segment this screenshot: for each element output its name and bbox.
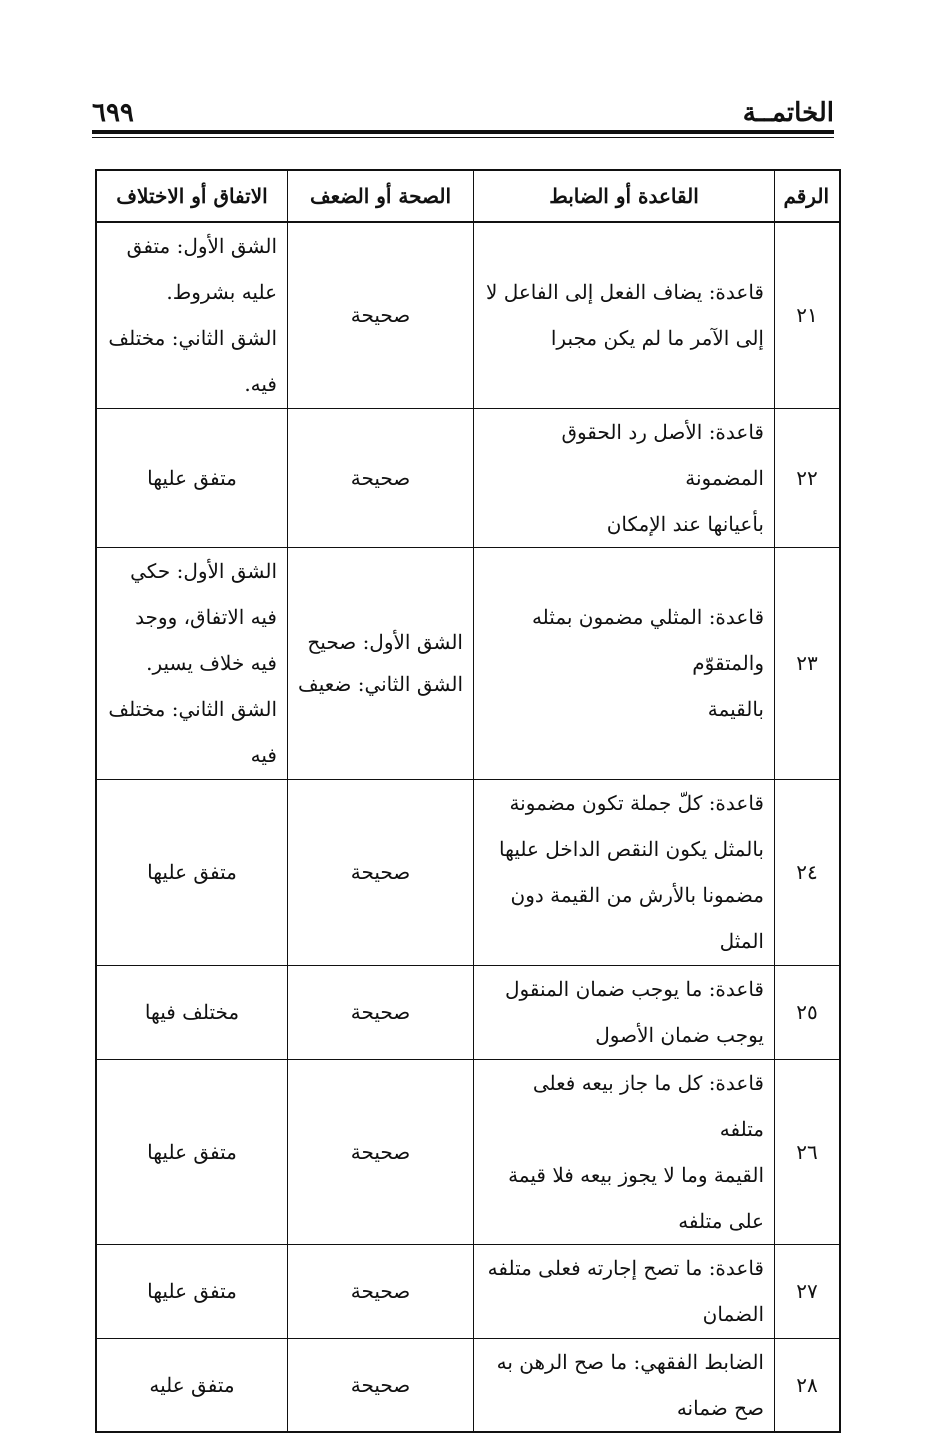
row-validity-line: الشق الأول: صحيح [307, 630, 463, 654]
row-rule-line: قاعدة: ما يوجب ضمان المنقول [505, 977, 764, 1001]
header-rule-thick [92, 130, 834, 134]
header-rule: القاعدة أو الضابط [474, 170, 775, 222]
row-number: ٢٧ [775, 1244, 841, 1338]
row-rule [474, 1059, 775, 1244]
row-agreement-line: متفق عليها [147, 465, 237, 490]
row-rule-line: قاعدة: كلّ جملة تكون مضمونة [509, 791, 764, 815]
row-rule-line: بأعيانها عند الإمكان [606, 511, 764, 536]
row-agreement [96, 222, 288, 408]
row-rule [474, 1244, 775, 1338]
row-agreement-line: فيه [250, 743, 277, 767]
row-rule [474, 779, 775, 965]
row-number: ٢١ [775, 222, 841, 408]
row-rule-line: قاعدة: ما تصح إجارته فعلى متلفه [487, 1256, 764, 1280]
header-validity: الصحة أو الضعف [288, 170, 474, 222]
row-agreement [96, 547, 288, 779]
row-validity [288, 965, 474, 1059]
row-agreement-line: عليه بشروط. [166, 280, 277, 305]
row-agreement-line: فيه خلاف يسير. [146, 651, 277, 675]
row-agreement [96, 408, 288, 547]
row-agreement-line: فيه. [244, 372, 277, 397]
row-agreement-line: فيه الاتفاق، ووجد [135, 605, 277, 629]
row-agreement-line: الشق الأول: حكي [130, 559, 277, 583]
row-agreement-line: متفق عليه [149, 1372, 235, 1397]
row-validity-line: صحيحة [350, 1000, 411, 1024]
row-rule [474, 408, 775, 547]
row-rule-line: قاعدة: كل ما جاز بيعه فعلى متلفه [532, 1070, 764, 1141]
table-body [96, 222, 840, 1432]
row-agreement-line: الشق الثاني: مختلف [108, 326, 277, 351]
row-rule-line: المثل [719, 929, 764, 953]
row-rule [474, 547, 775, 779]
row-rule-line: قاعدة: يضاف الفعل إلى الفاعل لا [485, 280, 764, 305]
row-number: ٢٢ [775, 408, 841, 547]
page-number: ٦٩٩ [92, 98, 134, 128]
table-row [96, 965, 840, 1059]
row-agreement-line: مختلف فيها [144, 1000, 240, 1024]
row-agreement [96, 1059, 288, 1244]
row-validity [288, 1244, 474, 1338]
row-agreement [96, 779, 288, 965]
row-validity [288, 1338, 474, 1432]
row-rule-line: بالمثل يكون النقص الداخل عليها [499, 837, 764, 861]
row-rule-line: صح ضمانه [676, 1395, 764, 1420]
page-title: الخاتمــة [742, 98, 834, 128]
row-rule [474, 965, 775, 1059]
row-validity-line: الشق الثاني: ضعيف [297, 672, 463, 696]
row-agreement-line: متفق عليها [147, 1279, 237, 1303]
row-rule-line: على متلفه [678, 1208, 764, 1233]
row-validity-line: صحيحة [350, 1139, 411, 1164]
page-header [92, 96, 834, 130]
header-agreement: الاتفاق أو الاختلاف [96, 170, 288, 222]
row-validity-line: صحيحة [350, 303, 411, 328]
row-rule-line: بالقيمة [707, 697, 764, 721]
row-agreement [96, 965, 288, 1059]
row-number: ٢٣ [775, 547, 841, 779]
table-row [96, 1244, 840, 1338]
table-row [96, 408, 840, 547]
header-rule-thin [92, 137, 834, 138]
table-row [96, 547, 840, 779]
row-agreement [96, 1244, 288, 1338]
row-rule [474, 222, 775, 408]
row-rule-line: القيمة وما لا يجوز بيعه فلا قيمة [508, 1162, 764, 1187]
row-validity-line: صحيحة [350, 1279, 411, 1303]
row-validity-line: صحيحة [350, 860, 411, 884]
row-agreement-line: الشق الثاني: مختلف [108, 697, 277, 721]
row-validity [288, 222, 474, 408]
row-number: ٢٦ [775, 1059, 841, 1244]
row-validity [288, 547, 474, 779]
row-number: ٢٥ [775, 965, 841, 1059]
table-row [96, 1338, 840, 1432]
table-row [96, 222, 840, 408]
row-rule-line: يوجب ضمان الأصول [595, 1023, 764, 1047]
row-agreement-line: متفق عليها [147, 1139, 237, 1164]
row-rule [474, 1338, 775, 1432]
row-rule-line: الضمان [702, 1302, 764, 1326]
row-validity [288, 779, 474, 965]
table-row [96, 779, 840, 965]
row-agreement-line: متفق عليها [147, 860, 237, 884]
table-header-row [96, 170, 840, 222]
row-rule-line: مضمونا بالأرش من القيمة دون [510, 883, 764, 907]
row-rule-line: إلى الآمر ما لم يكن مجبرا [550, 326, 764, 351]
row-validity-line: صحيحة [350, 465, 411, 490]
row-agreement-line: الشق الأول: متفق [126, 234, 277, 259]
row-number: ٢٨ [775, 1338, 841, 1432]
row-number: ٢٤ [775, 779, 841, 965]
row-rule-line: قاعدة: الأصل رد الحقوق المضمونة [561, 419, 764, 490]
table-row [96, 1059, 840, 1244]
row-rule-line: الضابط الفقهي: ما صح الرهن به [496, 1349, 764, 1374]
row-validity [288, 1059, 474, 1244]
row-validity [288, 408, 474, 547]
rules-table [95, 169, 841, 1433]
header-number: الرقم [775, 170, 841, 222]
row-agreement [96, 1338, 288, 1432]
row-validity-line: صحيحة [350, 1372, 411, 1397]
row-rule-line: قاعدة: المثلي مضمون بمثله والمتقوّم [531, 605, 764, 675]
